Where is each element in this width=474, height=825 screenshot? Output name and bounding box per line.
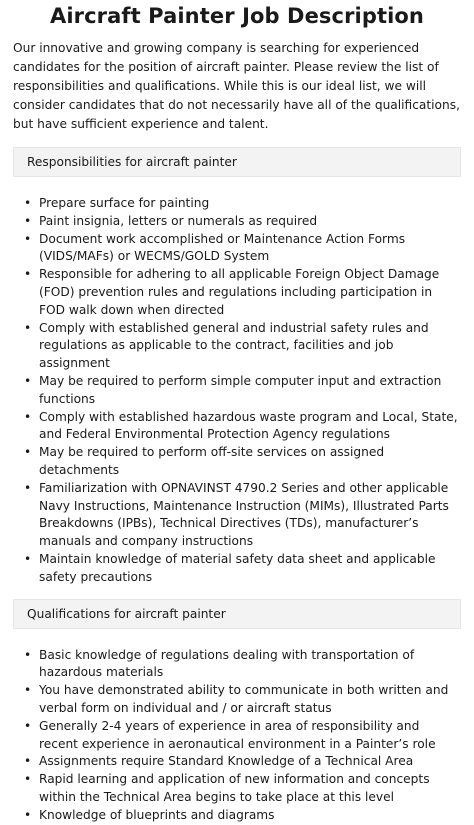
bullet-icon: • <box>24 807 32 822</box>
responsibility-text: Comply with established hazardous waste program and Local, State, and Federal Environmental Protection Agency regulations <box>39 409 458 442</box>
bullet-icon: • <box>24 445 32 460</box>
bullet-icon: • <box>24 196 32 210</box>
qualification-text: Generally 2-4 years of experience in area of responsibility and recent experience in aeronautical environment in a Painter’s role <box>39 718 436 751</box>
qualification-text: Basic knowledge of regulations dealing with transportation of hazardous materials <box>39 647 415 680</box>
qualification-item <box>24 771 461 807</box>
responsibilities-list <box>13 195 461 587</box>
responsibility-item <box>24 373 461 409</box>
responsibilities-section-header: Responsibilities for aircraft painter <box>13 147 461 177</box>
bullet-icon: • <box>24 320 32 335</box>
responsibility-item <box>24 320 461 373</box>
bullet-icon: • <box>24 373 32 388</box>
qualifications-section-header: Qualifications for aircraft painter <box>13 599 461 629</box>
bullet-icon: • <box>24 213 32 228</box>
responsibility-item <box>24 480 461 551</box>
bullet-icon: • <box>24 480 32 495</box>
responsibility-item <box>24 409 461 445</box>
responsibility-item <box>24 195 461 213</box>
bullet-icon: • <box>24 772 32 787</box>
qualifications-list <box>13 647 461 825</box>
responsibility-text: Document work accomplished or Maintenance Action Forms (VIDS/MAFs) or WECMS/GOLD System <box>39 231 406 264</box>
responsibility-text: May be required to perform simple computer input and extraction functions <box>39 373 442 406</box>
qualification-text: Assignments require Standard Knowledge of a Technical Area <box>39 754 414 769</box>
responsibility-text: Maintain knowledge of material safety data sheet and applicable safety precautions <box>39 551 436 584</box>
responsibility-text: Prepare surface for painting <box>39 196 210 210</box>
intro-paragraph: Our innovative and growing company is searching for experienced candidates for the position of aircraft painter. Please review the list of responsibilities and qualifications. While this is our ideal list, we will consider candidates that do not necessarily have all of the qualifications, but have sufficient experience and talent. <box>13 41 460 131</box>
qualification-text: You have demonstrated ability to communicate in both written and verbal form on individual and / or aircraft status <box>39 683 449 715</box>
bullet-icon: • <box>24 267 32 282</box>
responsibility-text: May be required to perform off-site services on assigned detachments <box>39 445 385 477</box>
qualification-text: Knowledge of blueprints and diagrams <box>39 807 275 822</box>
bullet-icon: • <box>24 683 32 698</box>
qualification-item <box>24 647 461 683</box>
responsibility-item <box>24 213 461 231</box>
qualification-item <box>24 807 461 825</box>
page-title: Aircraft Painter Job Description <box>50 4 424 28</box>
qualification-item <box>24 718 461 754</box>
qualification-item <box>24 682 461 718</box>
responsibility-item <box>24 231 461 267</box>
responsibility-item <box>24 444 461 480</box>
responsibility-text: Paint insignia, letters or numerals as required <box>39 213 318 228</box>
bullet-icon: • <box>24 754 32 769</box>
bullet-icon: • <box>24 647 32 662</box>
qualification-text: Rapid learning and application of new information and concepts within the Technical Area begins to take place at this level <box>39 772 430 804</box>
responsibility-item <box>24 266 461 319</box>
bullet-icon: • <box>24 718 32 733</box>
responsibility-item <box>24 551 461 587</box>
bullet-icon: • <box>24 409 32 424</box>
bullet-icon: • <box>24 231 32 246</box>
responsibility-text: Comply with established general and industrial safety rules and regulations as applicable to the contract, facilities and job assignment <box>39 320 429 371</box>
qualification-item <box>24 753 461 771</box>
bullet-icon: • <box>24 551 32 566</box>
responsibility-text: Responsible for adhering to all applicable Foreign Object Damage (FOD) prevention rules and regulations including participation in FOD walk down when directed <box>39 267 440 317</box>
responsibility-text: Familiarization with OPNAVINST 4790.2 Series and other applicable Navy Instructions, Maintenance Instruction (MIMs), Illustrated Parts Breakdowns (IPBs), Technical Directives (TDs), manufacturer’s manuals and company instructions <box>39 480 449 549</box>
